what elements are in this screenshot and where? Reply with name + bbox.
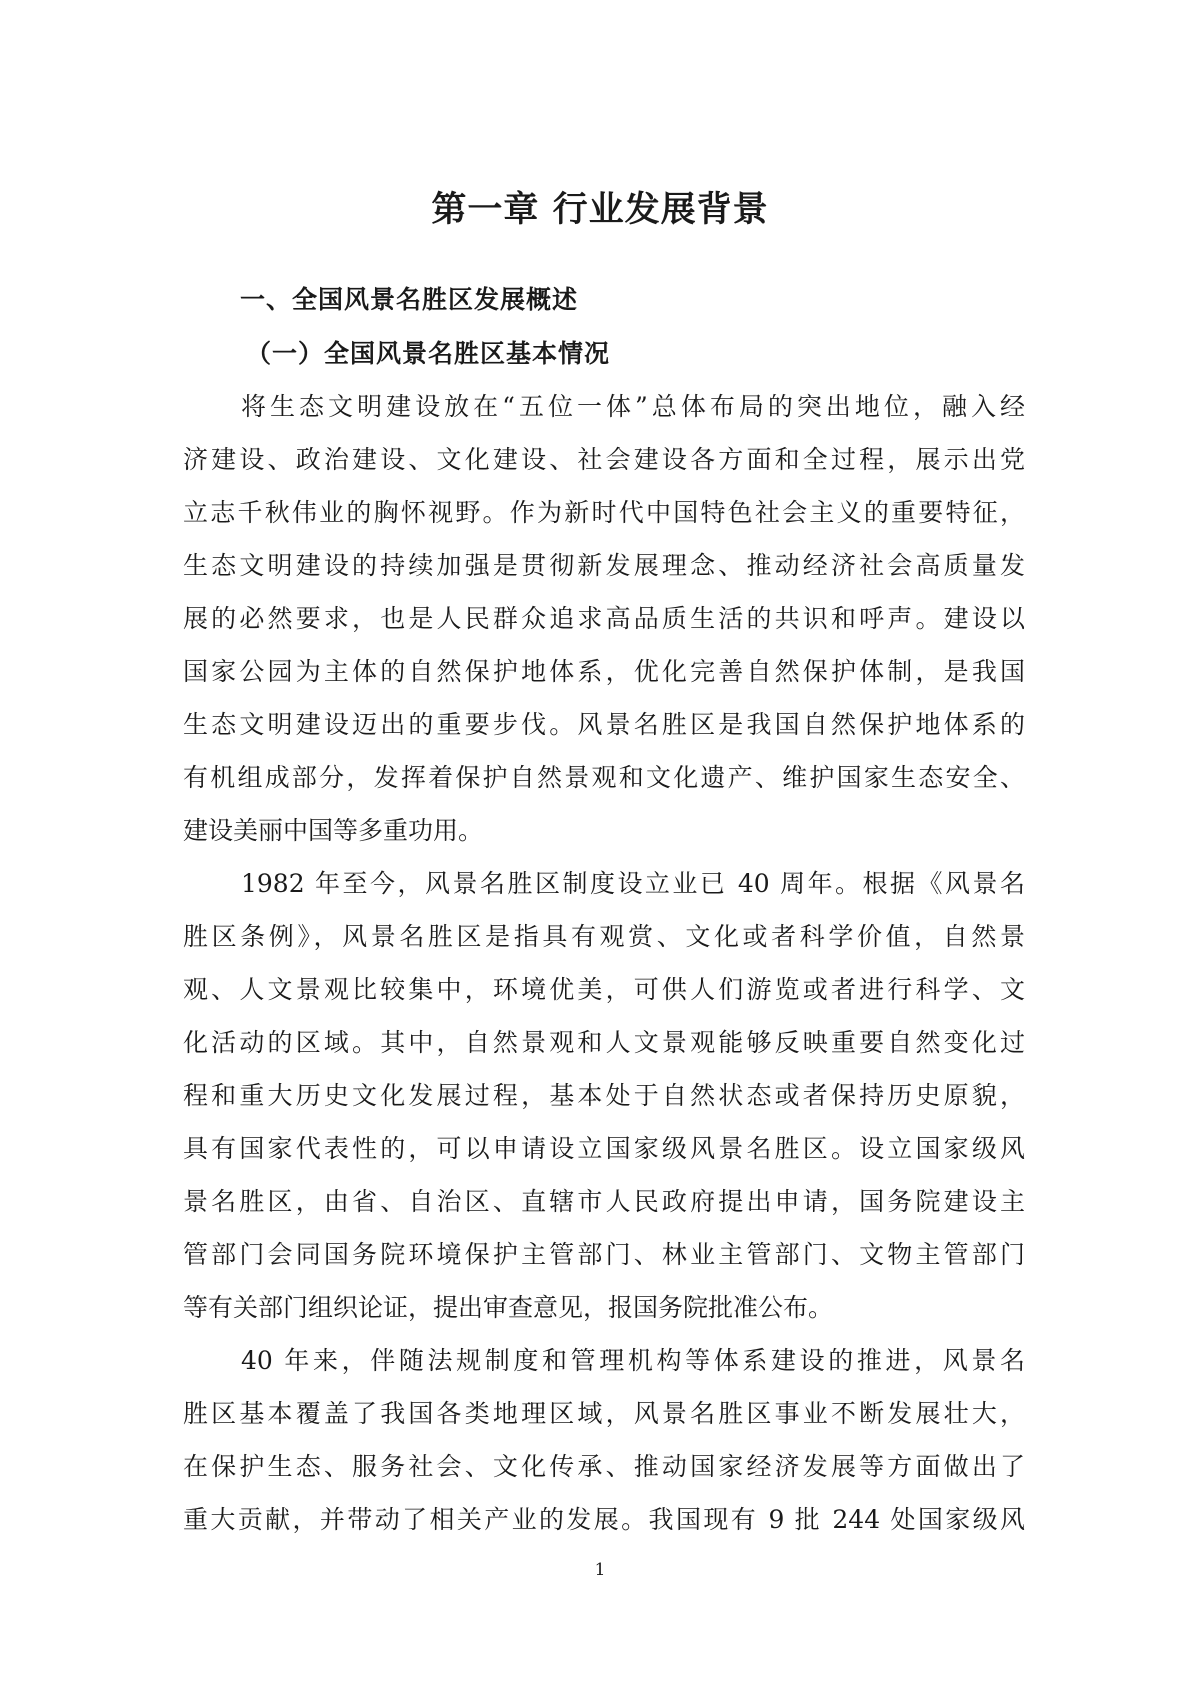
- text-line: 胜区基本覆盖了我国各类地理区域，风景名胜区事业不断发展壮大，: [183, 1399, 1025, 1428]
- text-line: 胜区条例》，风景名胜区是指具有观赏、文化或者科学价值，自然景: [183, 922, 1025, 951]
- text-line: 建设美丽中国等多重功用。: [183, 816, 484, 845]
- page-number: 1: [594, 1560, 606, 1580]
- text-line: 程和重大历史文化发展过程，基本处于自然状态或者保持历史原貌，: [183, 1081, 1025, 1110]
- text-line: 济建设、政治建设、文化建设、社会建设各方面和全过程，展示出党: [183, 445, 1025, 474]
- text-line: 立志千秋伟业的胸怀视野。作为新时代中国特色社会主义的重要特征，: [183, 498, 1025, 527]
- body-text: [183, 380, 1025, 1546]
- text-line: 在保护生态、服务社会、文化传承、推动国家经济发展等方面做出了: [183, 1452, 1025, 1481]
- text-line: 生态文明建设迈出的重要步伐。风景名胜区是我国自然保护地体系的: [183, 710, 1025, 739]
- text-line: 等有关部门组织论证，提出审查意见，报国务院批准公布。: [183, 1293, 834, 1322]
- chapter-title: 第一章 行业发展背景: [431, 190, 769, 230]
- text-line: 生态文明建设的持续加强是贯彻新发展理念、推动经济社会高质量发: [183, 551, 1025, 580]
- text-line: 国家公园为主体的自然保护地体系，优化完善自然保护体制，是我国: [183, 657, 1025, 686]
- text-line: 40 年来，伴随法规制度和管理机构等体系建设的推进，风景名: [241, 1346, 1025, 1375]
- text-line: 具有国家代表性的，可以申请设立国家级风景名胜区。设立国家级风: [183, 1134, 1025, 1163]
- text-line: 有机组成部分，发挥着保护自然景观和文化遗产、维护国家生态安全、: [183, 763, 1025, 792]
- text-line: 化活动的区域。其中，自然景观和人文景观能够反映重要自然变化过: [183, 1028, 1025, 1057]
- text-line: 将生态文明建设放在“五位一体”总体布局的突出地位，融入经: [241, 392, 1025, 421]
- subsection-heading: （一）全国风景名胜区基本情况: [246, 339, 611, 368]
- text-line: 展的必然要求，也是人民群众追求高品质生活的共识和呼声。建设以: [183, 604, 1025, 633]
- text-line: 1982 年至今，风景名胜区制度设立业已 40 周年。根据《风景名: [241, 869, 1025, 898]
- text-line: 观、人文景观比较集中，环境优美，可供人们游览或者进行科学、文: [183, 975, 1025, 1004]
- text-line: 重大贡献，并带动了相关产业的发展。我国现有 9 批 244 处国家级风: [183, 1505, 1025, 1534]
- section-heading: 一、全国风景名胜区发展概述: [240, 285, 579, 314]
- text-line: 管部门会同国务院环境保护主管部门、林业主管部门、文物主管部门: [183, 1240, 1025, 1269]
- text-line: 景名胜区，由省、自治区、直辖市人民政府提出申请，国务院建设主: [183, 1187, 1025, 1216]
